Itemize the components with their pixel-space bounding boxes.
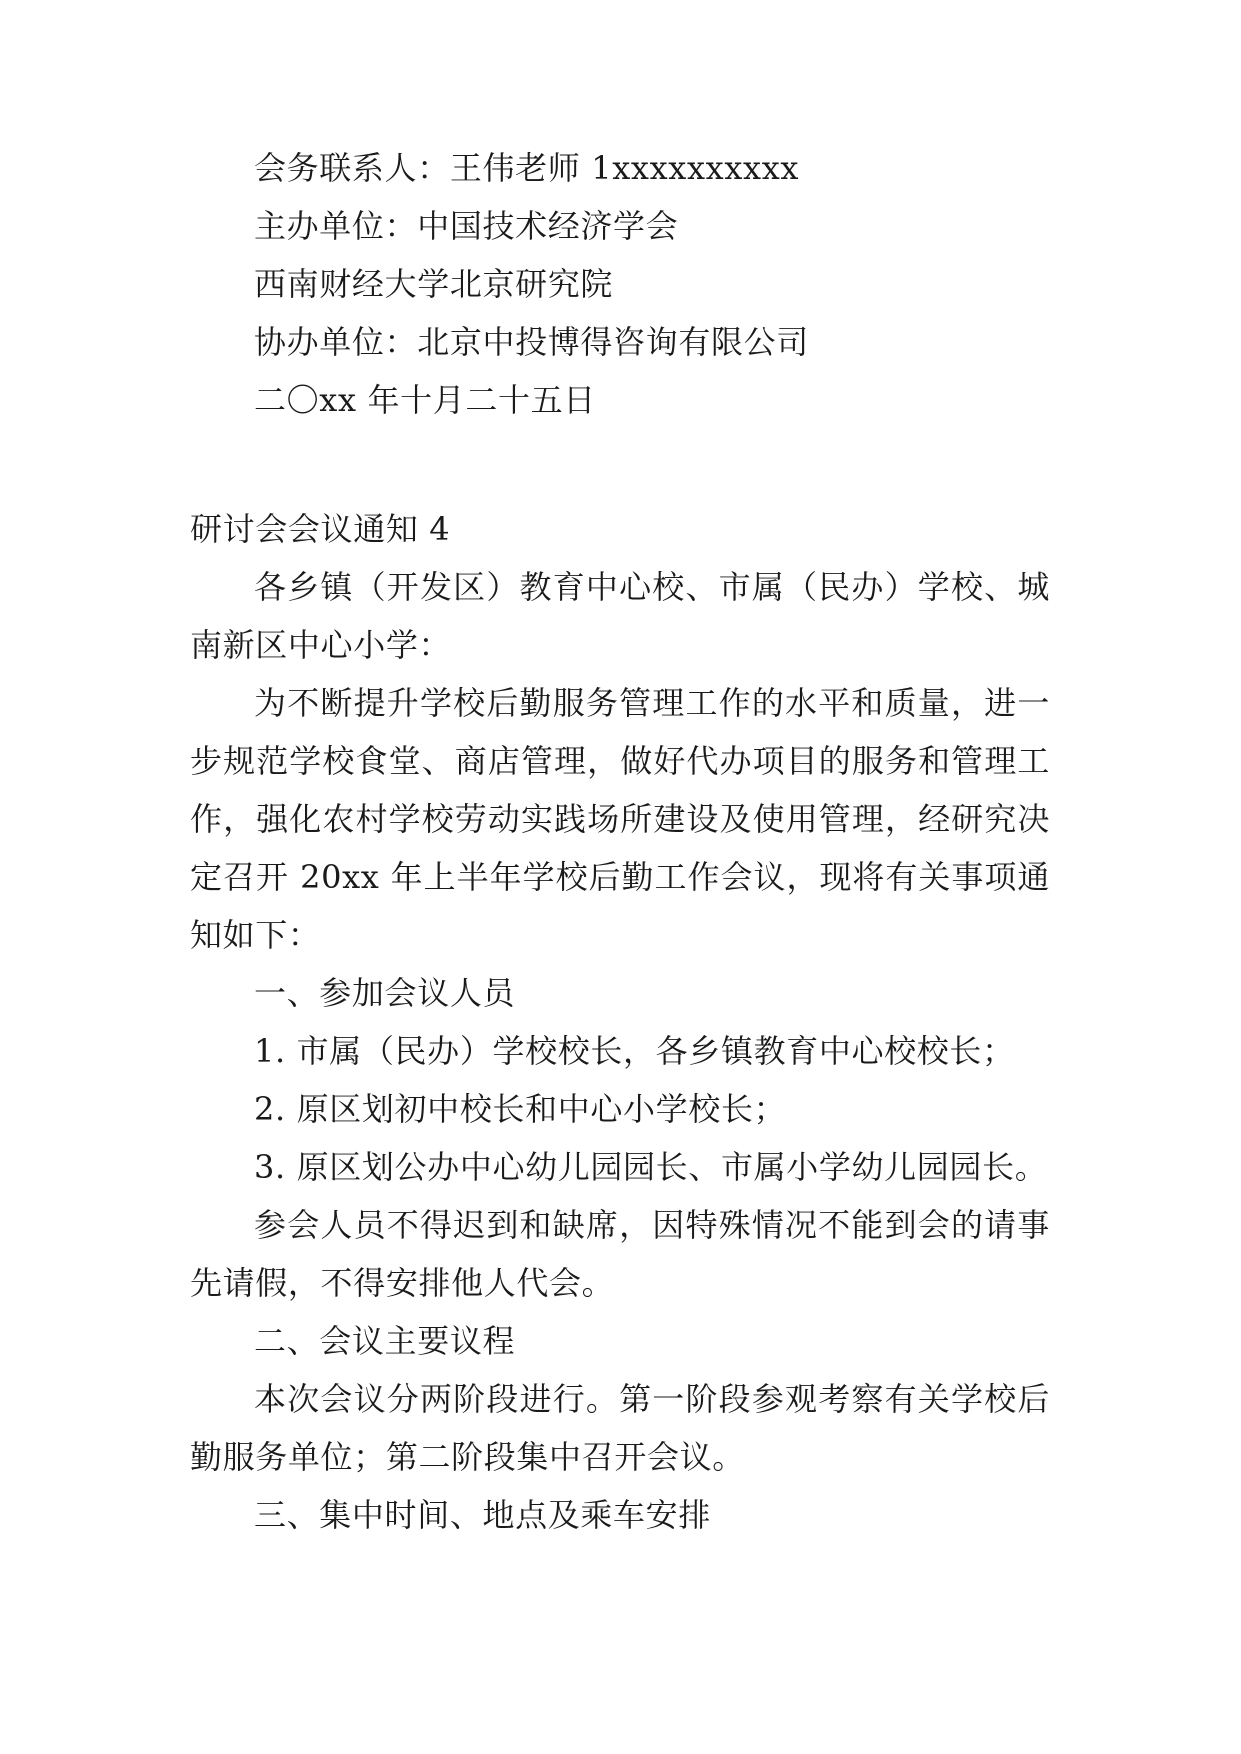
assisting-unit-line: 协办单位：北京中投博得咨询有限公司: [254, 323, 809, 361]
co-organizer-institute-line: 西南财经大学北京研究院: [254, 265, 614, 303]
date-line: 二〇xx 年十月二十五日: [254, 381, 596, 419]
organizer-line: 主办单位：中国技术经济学会: [254, 207, 679, 245]
section2-heading: 二、会议主要议程: [254, 1322, 516, 1360]
section3-heading: 三、集中时间、地点及乘车安排: [254, 1496, 711, 1534]
contact-person-line: 会务联系人：王伟老师 1xxxxxxxxxx: [254, 149, 800, 187]
section1-item-3: 3. 原区划公办中心幼儿园园长、市属小学幼儿园园长。: [254, 1148, 1048, 1186]
section1-item-2: 2. 原区划初中校长和中心小学校长；: [254, 1090, 787, 1128]
recipients-paragraph: 各乡镇（开发区）教育中心校、市属（民办）学校、城南新区中心小学：: [190, 568, 1050, 664]
contact-block: [190, 139, 1050, 429]
notice-title: 研讨会会议通知 4: [190, 510, 451, 548]
notice-4: [190, 500, 1050, 1544]
intro-paragraph: 为不断提升学校后勤服务管理工作的水平和质量，进一步规范学校食堂、商店管理，做好代办项目的服务和管理工作，强化农村学校劳动实践场所建设及使用管理，经研究决定召开 20xx 年上半年学校后勤工作会议，现将有关事项通知如下：: [190, 684, 1050, 954]
section1-heading: 一、参加会议人员: [254, 974, 516, 1012]
section1-item-1: 1. 市属（民办）学校校长，各乡镇教育中心校校长；: [254, 1032, 1015, 1070]
section2-paragraph: 本次会议分两阶段进行。第一阶段参观考察有关学校后勤服务单位；第二阶段集中召开会议。: [190, 1380, 1050, 1476]
section1-note: 参会人员不得迟到和缺席，因特殊情况不能到会的请事先请假，不得安排他人代会。: [190, 1206, 1050, 1302]
